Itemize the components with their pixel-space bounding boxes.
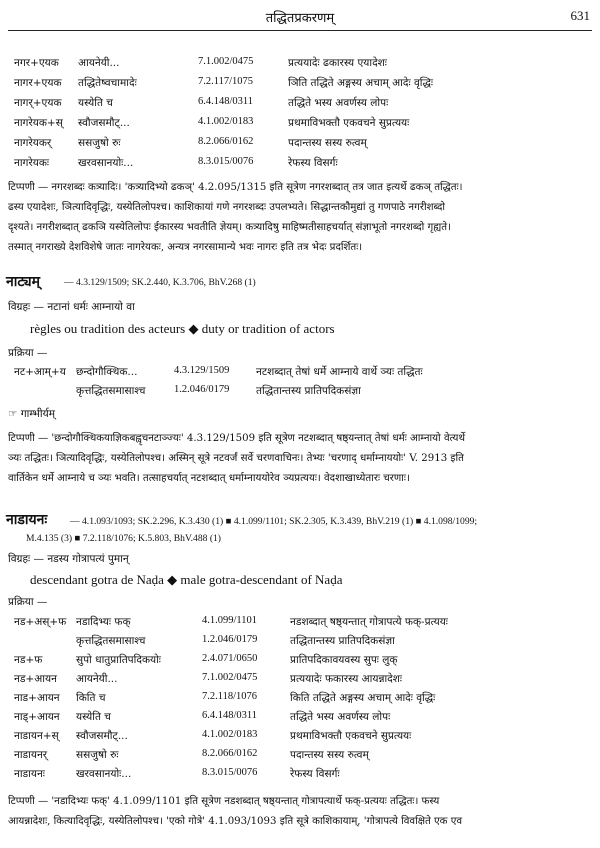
sutra-reference: 8.3.015/0076 — [198, 156, 254, 167]
derivation-form: नगर+एयक — [14, 57, 59, 69]
operation-description: तद्धिते भस्य अवर्णस्य लोपः — [288, 97, 389, 109]
note-line: ञ्यः तद्धितः। ञित्यादिवृद्धिः, यस्येतिलोपश्च। अस्मिन् सूत्रे नटवर्जं सर्वे चरणवाचिनः। तेभ्यः 'चरणाद् धर्माम्नाययोः' V. 2913 इति — [8, 453, 464, 464]
commentary-note — [8, 178, 588, 258]
sutra-reference: 8.2.066/0162 — [198, 136, 254, 147]
sutra-name: स्वौजसमौट्... — [76, 730, 128, 742]
entry-references: — 4.3.129/1509; SK.2.440, K.3.706, BhV.268 (1) — [64, 277, 256, 288]
sutra-reference: 7.2.118/1076 — [202, 691, 258, 702]
entry-references-continued: M.4.135 (3) ■ 7.2.118/1076; K.5.803, BhV.488 (1) — [26, 533, 222, 544]
sutra-name: कृत्तद्धितसमासाश्च — [76, 385, 146, 397]
page-number: 631 — [570, 8, 590, 23]
operation-description: किति तद्धिते अङ्गस्य अचाम् आदेः वृद्धिः — [290, 692, 436, 704]
derivation-form: नागर्+एयक — [14, 97, 62, 109]
sutra-name: आयनेयी... — [78, 57, 120, 69]
sutra-name: ससजुषो रुः — [76, 749, 119, 761]
prakriya-label: प्रक्रिया — — [8, 596, 48, 608]
derivation-form: नागरेयकः — [14, 157, 50, 169]
operation-description: प्रथमाविभक्तौ एकवचने सुप्रत्ययः — [288, 117, 410, 129]
operation-description: रेफस्य विसर्गः — [290, 768, 340, 780]
note-line: टिप्पणी — नगरशब्दः कत्र्यादिः। 'कत्र्यादिभ्यो ढकञ्' 4.2.095/1315 इति सूत्रेण नगरशब्दात् तत्र जात इत्यर्थे ढकञ् तद्धितः। — [8, 182, 463, 193]
entry-headword: नाट्यम् — [6, 274, 40, 290]
note-line: वार्तिकेन धर्मे आम्नाये च ञ्यः भवति। तत्साहचर्यात् नटशब्दात् धर्माम्नाययोरेव ञ्यप्रत्ययः। वेदशाखाध्येतारः चरणाः। — [8, 473, 410, 484]
prakriya-label: प्रक्रिया — — [8, 347, 48, 359]
sutra-reference: 6.4.148/0311 — [198, 96, 254, 107]
sutra-name: खरवसानयोः... — [78, 157, 134, 169]
see-also-reference[interactable]: ☞ गाम्भीर्यम् — [8, 408, 56, 420]
derivation-form: नाडायन+स् — [14, 730, 59, 742]
note-line: टिप्पणी — 'नडादिभ्यः फक्' 4.1.099/1101 इति सूत्रेण नडशब्दात् षष्ठ्यन्तात् गोत्रापत्यार्थे फक्-प्रत्ययः तद्धितः। फस्य — [8, 796, 440, 807]
operation-description: प्रत्ययादेः ढकारस्य एयादेशः — [288, 57, 387, 69]
sutra-reference: 4.3.129/1509 — [174, 365, 230, 376]
operation-description: नटशब्दात् तेषां धर्मे आम्नाये वार्थे ञ्यः तद्धितः — [256, 366, 423, 378]
sutra-name: ससजुषो रुः — [78, 137, 121, 149]
derivation-form: नागरेयकर् — [14, 137, 52, 149]
sutra-name: कृत्तद्धितसमासाश्च — [76, 635, 146, 647]
entry-gloss: règles ou tradition des acteurs ◆ duty or tradition of actors — [30, 321, 335, 336]
derivation-form: नड+अस्+फ — [14, 616, 67, 628]
note-line: ढस्य एयादेशः, ञित्यादिवृद्धिः, यस्येतिलोपश्च। काशिकायां गणे नगरशब्दः उपलभ्यते। सिद्धान्तकौमुद्यां तु गणपाठे नगरीशब्दो — [8, 202, 445, 213]
vigraha-line: विग्रहः — नटानां धर्मः आम्नायो वा — [8, 301, 135, 313]
sutra-name: तद्धितेष्वचामादेः — [78, 77, 137, 89]
derivation-form: नागरेयक+स् — [14, 117, 63, 129]
sutra-reference: 6.4.148/0311 — [202, 710, 258, 721]
sutra-name: किति च — [76, 692, 106, 704]
sutra-name: छन्दोगौक्थिक... — [76, 366, 138, 378]
operation-description: पदान्तस्य सस्य रुत्वम् — [288, 137, 367, 149]
sutra-name: यस्येति च — [78, 97, 113, 109]
sutra-reference: 1.2.046/0179 — [174, 384, 230, 395]
sutra-reference: 2.4.071/0650 — [202, 653, 258, 664]
sutra-name: सुपो धातुप्रातिपदिकयोः — [76, 654, 161, 666]
operation-description: रेफस्य विसर्गः — [288, 157, 338, 169]
header-rule — [8, 30, 592, 31]
note-line: दृश्यते। नगरीशब्दात् ढकञि यस्येतिलोपः ईकारस्य भवतीति ज्ञेयम्। कत्र्यादिषु माहिष्मतीसाहचर्यात् संज्ञाभूतो नगरशब्दो गृह्यते। — [8, 222, 451, 233]
vigraha-line: विग्रहः — नडस्य गोत्रापत्यं पुमान् — [8, 553, 129, 565]
operation-description: नडशब्दात् षष्ठ्यन्तात् गोत्रापत्ये फक्-प्रत्ययः — [290, 616, 448, 628]
derivation-form: नड+फ — [14, 654, 43, 666]
sutra-reference: 8.2.066/0162 — [202, 748, 258, 759]
operation-description: प्रातिपदिकावयवस्य सुपः लुक् — [290, 654, 398, 666]
commentary-note — [8, 429, 588, 489]
derivation-form: नाड्+आयन — [14, 711, 60, 723]
entry-headword: नाडायनः — [6, 512, 48, 528]
sutra-name: नडादिभ्यः फक् — [76, 616, 131, 628]
sutra-reference: 1.2.046/0179 — [202, 634, 258, 645]
derivation-form: नागर+एयक — [14, 77, 62, 89]
commentary-note — [8, 792, 588, 832]
sutra-name: स्वौजसमौट्... — [78, 117, 130, 129]
sutra-name: यस्येति च — [76, 711, 111, 723]
sutra-reference: 7.1.002/0475 — [202, 672, 258, 683]
derivation-form: नाड+आयन — [14, 692, 60, 704]
derivation-form: नट+आम्+य — [14, 366, 66, 378]
operation-description: प्रथमाविभक्तौ एकवचने सुप्रत्ययः — [290, 730, 412, 742]
note-line: टिप्पणी — 'छन्दोगौक्थिकयाज्ञिकबह्वृचनटाञ्ज्यः' 4.3.129/1509 इति सूत्रेण नटशब्दात् षष्ठ्यन्तात् तेषां धर्मः आम्नायो वेत्यर्थे — [8, 433, 465, 444]
sutra-name: खरवसानयोः... — [76, 768, 132, 780]
derivation-form: नाडायनर् — [14, 749, 48, 761]
operation-description: तद्धितान्तस्य प्रातिपदिकसंज्ञा — [290, 635, 395, 647]
operation-description: तद्धिते भस्य अवर्णस्य लोपः — [290, 711, 391, 723]
sutra-reference: 4.1.099/1101 — [202, 615, 258, 626]
derivation-form: नाडायनः — [14, 768, 45, 780]
operation-description: ञिति तद्धिते अङ्गस्य अचाम् आदेः वृद्धिः — [288, 77, 434, 89]
running-header-title: तद्धितप्रकरणम् — [265, 11, 335, 26]
sutra-name: आयनेयी... — [76, 673, 118, 685]
derivation-form: नड+आयन — [14, 673, 57, 685]
operation-description: तद्धितान्तस्य प्रातिपदिकसंज्ञा — [256, 385, 361, 397]
note-line: तस्मात् नगराख्ये देशविशेषे जातः नागरेयकः, अन्यत्र नगरसामान्ये भवः नागरः इति तत्र भेदः प्रदर्शितः। — [8, 242, 363, 253]
note-line: आयन्नादेशः, कित्यादिवृद्धिः, यस्येतिलोपश्च। 'एको गोत्रे' 4.1.093/1093 इति सूत्रे काशिकायाम्, 'गोत्रापत्ये विवक्षिते एक एव — [8, 816, 463, 827]
sutra-reference: 7.2.117/1075 — [198, 76, 254, 87]
sutra-reference: 7.1.002/0475 — [198, 56, 254, 67]
sutra-reference: 4.1.002/0183 — [202, 729, 258, 740]
operation-description: पदान्तस्य सस्य रुत्वम् — [290, 749, 369, 761]
entry-gloss: descendant gotra de Naḍa ◆ male gotra-descendant of Naḍa — [30, 572, 343, 587]
sutra-reference: 4.1.002/0183 — [198, 116, 254, 127]
entry-references: — 4.1.093/1093; SK.2.296, K.3.430 (1) ■ 4.1.099/1101; SK.2.305, K.3.439, BhV.219 (1) ■ 4.1.098/1099; — [70, 516, 478, 527]
operation-description: प्रत्ययादेः फकारस्य आयन्नादेशः — [290, 673, 403, 685]
sutra-reference: 8.3.015/0076 — [202, 767, 258, 778]
